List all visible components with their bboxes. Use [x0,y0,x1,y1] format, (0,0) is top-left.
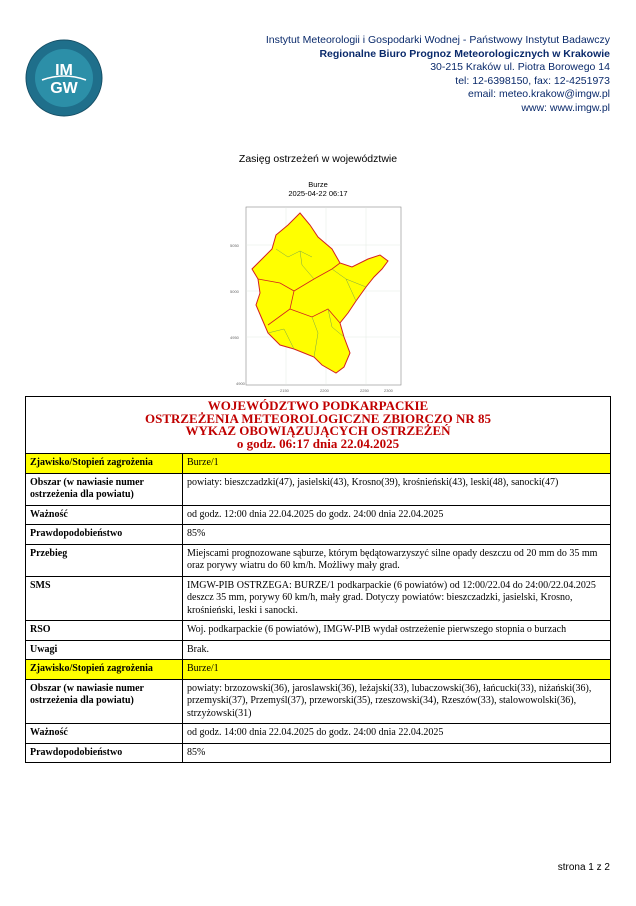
table-row [26,544,611,576]
map-phenomenon: Burze [308,180,328,189]
row-label: Ważność [26,724,183,744]
svg-text:GW: GW [50,80,78,97]
map-title: Zasięg ostrzeżeń w województwie [238,153,398,165]
table-row [26,473,611,505]
row-value: od godz. 12:00 dnia 22.04.2025 do godz. 24:00 dnia 22.04.2025 [183,505,611,525]
row-label: Zjawisko/Stopień zagrożenia [26,660,183,680]
row-value: 85% [183,525,611,545]
warning-map [228,205,404,395]
table-row [26,576,611,621]
imgw-logo [24,38,104,118]
svg-text:IM: IM [55,62,73,79]
warnings-table [25,396,611,763]
heading-voivodeship: WOJEWÓDZTWO PODKARPACKIE [207,398,429,413]
institute-name: Instytut Meteorologii i Gospodarki Wodnej - Państwowy Instytut Badawczy [265,34,610,46]
table-row [26,454,611,474]
table-row [26,724,611,744]
row-label: Obszar (w nawiasie numer ostrzeżenia dla powiatu) [26,473,183,505]
table-row [26,679,611,724]
svg-text:5050: 5050 [230,243,239,248]
svg-text:4900: 4900 [236,381,245,386]
institute-info [266,34,610,115]
svg-text:2300: 2300 [384,388,393,393]
table-row [26,621,611,641]
table-row [26,525,611,545]
svg-text:2250: 2250 [360,388,369,393]
row-label: Uwagi [26,640,183,660]
email[interactable]: email: meteo.krakow@imgw.pl [468,88,610,100]
phone-fax: tel: 12-6398150, fax: 12-4251973 [455,74,610,87]
heading-time: o godz. 06:17 dnia 22.04.2025 [236,435,400,451]
address: 30-215 Kraków ul. Piotra Borowego 14 [430,61,610,73]
svg-text:5000: 5000 [230,289,239,294]
row-value: Miejscami prognozowane sąburze, którym będątowarzyszyć silne opady deszczu od 20 mm do 35 mm oraz porywy wiatru do 60 km/h. Możliwy mały grad. [183,544,611,576]
svg-text:4950: 4950 [230,335,239,340]
row-label: Prawdopodobieństwo [26,743,183,763]
row-value: Burze/1 [183,660,611,680]
row-label: Obszar (w nawiasie numer ostrzeżenia dla powiatu) [26,679,183,724]
row-label: Prawdopodobieństwo [26,525,183,545]
svg-text:2200: 2200 [320,388,329,393]
table-row [26,743,611,763]
row-label: Przebieg [26,544,183,576]
map-datetime: 2025-04-22 06:17 [288,189,348,198]
heading-bulletin: OSTRZEŻENIA METEOROLOGICZNE ZBIORCZO NR 85 [144,410,492,426]
svg-text:2150: 2150 [280,388,289,393]
table-row [26,505,611,525]
row-value: Woj. podkarpackie (6 powiatów), IMGW-PIB wydał ostrzeżenie pierwszego stopnia o burzach [183,621,611,641]
website[interactable]: www: www.imgw.pl [521,101,610,114]
row-value: od godz. 14:00 dnia 22.04.2025 do godz. 24:00 dnia 22.04.2025 [183,724,611,744]
row-label: RSO [26,621,183,641]
heading-list: WYKAZ OBOWIĄZUJĄCYCH OSTRZEŻEŃ [185,423,451,438]
table-row [26,640,611,660]
row-label: SMS [26,576,183,621]
row-value: powiaty: brzozowski(36), jaroslawski(36), leżajski(33), lubaczowski(36), łańcucki(33), niżański(36), przemyski(37), Przemyśl(37), przeworski(35), rzeszowski(34), Rzeszów(33), stalowowolski(36), strzyżowski(31) [183,679,611,724]
row-label: Ważność [26,505,183,525]
page-number: strona 1 z 2 [557,862,610,873]
table-heading [26,397,611,454]
row-value: IMGW-PIB OSTRZEGA: BURZE/1 podkarpackie (6 powiatów) od 12:00/22.04 do 24:00/22.04.2025 deszcz 35 mm, porywy 60 km/h, mały grad. Dotyczy powiatów: bieszczadzki, jasielski, Krosno, krośnieński, leski i sanocki. [183,576,611,621]
row-value: powiaty: bieszczadzki(47), jasielski(43), Krosno(39), krośnieński(43), leski(48), sanocki(47) [183,473,611,505]
row-label: Zjawisko/Stopień zagrożenia [26,454,183,474]
row-value: Burze/1 [183,454,611,474]
row-value: Brak. [183,640,611,660]
table-row [26,660,611,680]
map-subtitle [0,180,636,198]
office-name: Regionalne Biuro Prognoz Meteorologicznych w Krakowie [319,47,610,60]
row-value: 85% [183,743,611,763]
